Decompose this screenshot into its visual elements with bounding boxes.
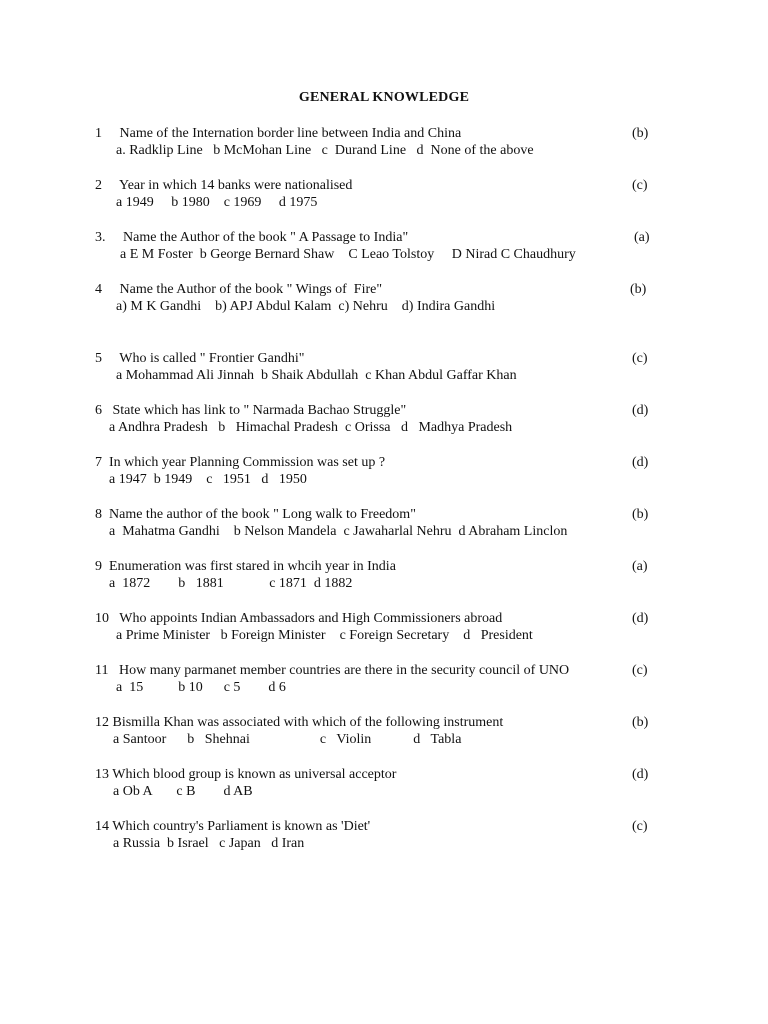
question-options: a 1872 b 1881 c 1871 d 1882 [109, 576, 353, 591]
question-answer: (b) [632, 507, 649, 522]
question-item [0, 506, 768, 546]
question-options: a Ob A c B d AB [113, 784, 253, 799]
question-options: a. Radklip Line b McMohan Line c Durand Line d None of the above [116, 143, 534, 158]
question-answer: (c) [632, 819, 648, 834]
question-answer: (c) [632, 351, 648, 366]
question-text: 10 Who appoints Indian Ambassadors and High Commissioners abroad [95, 611, 503, 626]
question-text: 4 Name the Author of the book " Wings of Fire" [95, 282, 383, 297]
question-item [0, 766, 768, 806]
question-options: a 1947 b 1949 c 1951 d 1950 [109, 472, 307, 487]
question-text: 13 Which blood group is known as universal acceptor [95, 767, 397, 782]
question-answer: (d) [632, 767, 649, 782]
question-options: a) M K Gandhi b) APJ Abdul Kalam c) Nehru d) Indira Gandhi [116, 299, 496, 314]
question-text: 8 Name the author of the book " Long walk to Freedom" [95, 507, 416, 522]
question-text: 12 Bismilla Khan was associated with which of the following instrument [95, 715, 504, 730]
question-answer: (b) [632, 126, 649, 141]
question-item [0, 281, 768, 321]
question-options: a 15 b 10 c 5 d 6 [116, 680, 286, 695]
question-text: 11 How many parmanet member countries are there in the security council of UNO [95, 663, 570, 678]
page-title: GENERAL KNOWLEDGE [298, 90, 470, 105]
question-options: a Andhra Pradesh b Himachal Pradesh c Orissa d Madhya Pradesh [109, 420, 513, 435]
question-answer: (c) [632, 663, 648, 678]
question-options: a Mahatma Gandhi b Nelson Mandela c Jawaharlal Nehru d Abraham Linclon [109, 524, 568, 539]
question-text: 3. Name the Author of the book " A Passage to India" [95, 230, 409, 245]
question-item [0, 818, 768, 858]
question-item [0, 402, 768, 442]
question-options: a Mohammad Ali Jinnah b Shaik Abdullah c Khan Abdul Gaffar Khan [116, 368, 517, 383]
question-answer: (a) [634, 230, 650, 245]
question-options: a Russia b Israel c Japan d Iran [113, 836, 305, 851]
question-answer: (a) [632, 559, 648, 574]
question-answer: (c) [632, 178, 648, 193]
question-answer: (d) [632, 403, 649, 418]
question-answer: (b) [630, 282, 647, 297]
question-text: 14 Which country's Parliament is known as 'Diet' [95, 819, 371, 834]
question-item [0, 125, 768, 165]
question-item [0, 558, 768, 598]
question-text: 5 Who is called " Frontier Gandhi" [95, 351, 305, 366]
question-text: 9 Enumeration was first stared in whcih year in India [95, 559, 396, 574]
question-answer: (b) [632, 715, 649, 730]
question-options: a E M Foster b George Bernard Shaw C Leao Tolstoy D Nirad C Chaudhury [120, 247, 576, 262]
question-item [0, 229, 768, 269]
question-answer: (d) [632, 455, 649, 470]
question-item [0, 350, 768, 390]
question-options: a 1949 b 1980 c 1969 d 1975 [116, 195, 318, 210]
question-text: 7 In which year Planning Commission was set up ? [95, 455, 386, 470]
question-item [0, 714, 768, 754]
question-answer: (d) [632, 611, 649, 626]
question-item [0, 662, 768, 702]
question-item [0, 610, 768, 650]
question-item [0, 454, 768, 494]
question-text: 1 Name of the Internation border line between India and China [95, 126, 462, 141]
question-text: 6 State which has link to " Narmada Bachao Struggle" [95, 403, 407, 418]
question-text: 2 Year in which 14 banks were nationalised [95, 178, 353, 193]
question-options: a Santoor b Shehnai c Violin d Tabla [113, 732, 462, 747]
question-options: a Prime Minister b Foreign Minister c Foreign Secretary d President [116, 628, 533, 643]
question-item [0, 177, 768, 217]
